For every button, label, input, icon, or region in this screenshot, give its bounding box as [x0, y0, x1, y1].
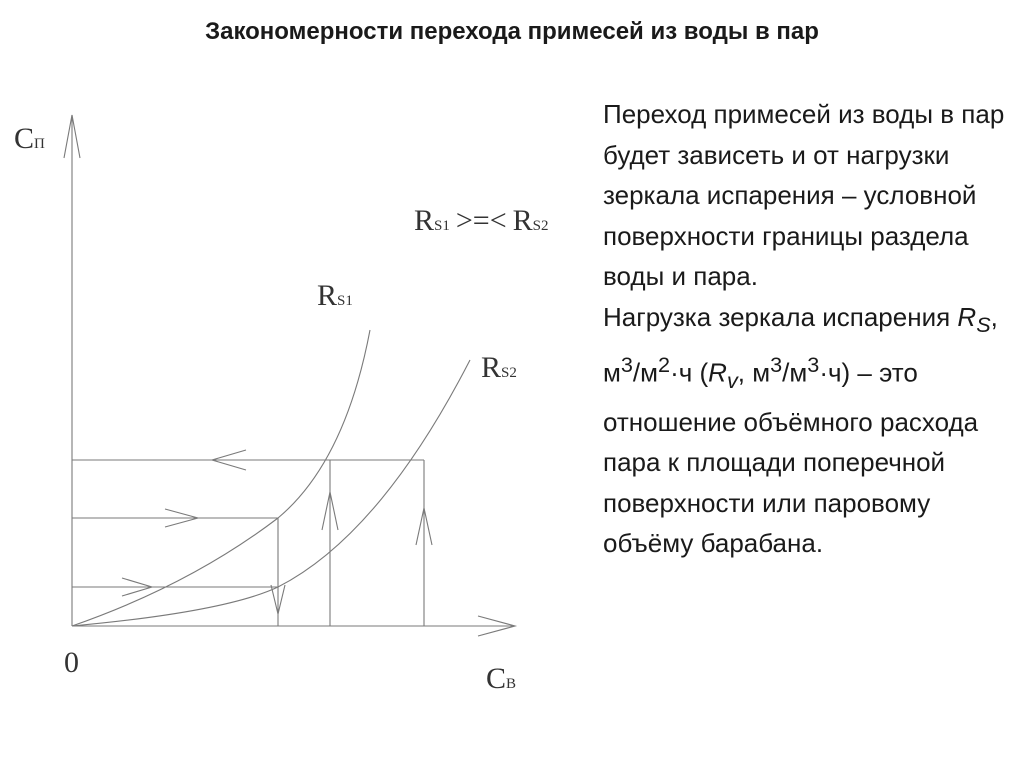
y-axis-label: CП — [14, 122, 45, 155]
slide-title: Закономерности перехода примесей из воды в пар — [205, 18, 819, 45]
paragraph-intro: Переход примесей из воды в пар будет зависеть и от нагрузки зеркала испарения – условной поверхности границы раздела воды и пара. — [603, 99, 1005, 291]
x-axis-label: CВ — [486, 662, 517, 695]
relation-label: RS1 >=< RS2 — [414, 204, 549, 237]
paragraph-definition: Нагрузка зеркала испарения $R_S$, $м^3/м^2\cdot ч$ ($R_v$, $м^3/м^3\cdot ч$) – это отношение объёмного расхода пара к площади поперечной поверхности или паровому объёму барабана. — [603, 301, 998, 559]
description-text — [603, 94, 1008, 564]
rs1-label: RS1 — [317, 279, 353, 312]
rs2-label: RS2 — [481, 351, 517, 384]
curve-rs1 — [72, 330, 370, 626]
origin-label: 0 — [64, 646, 79, 679]
